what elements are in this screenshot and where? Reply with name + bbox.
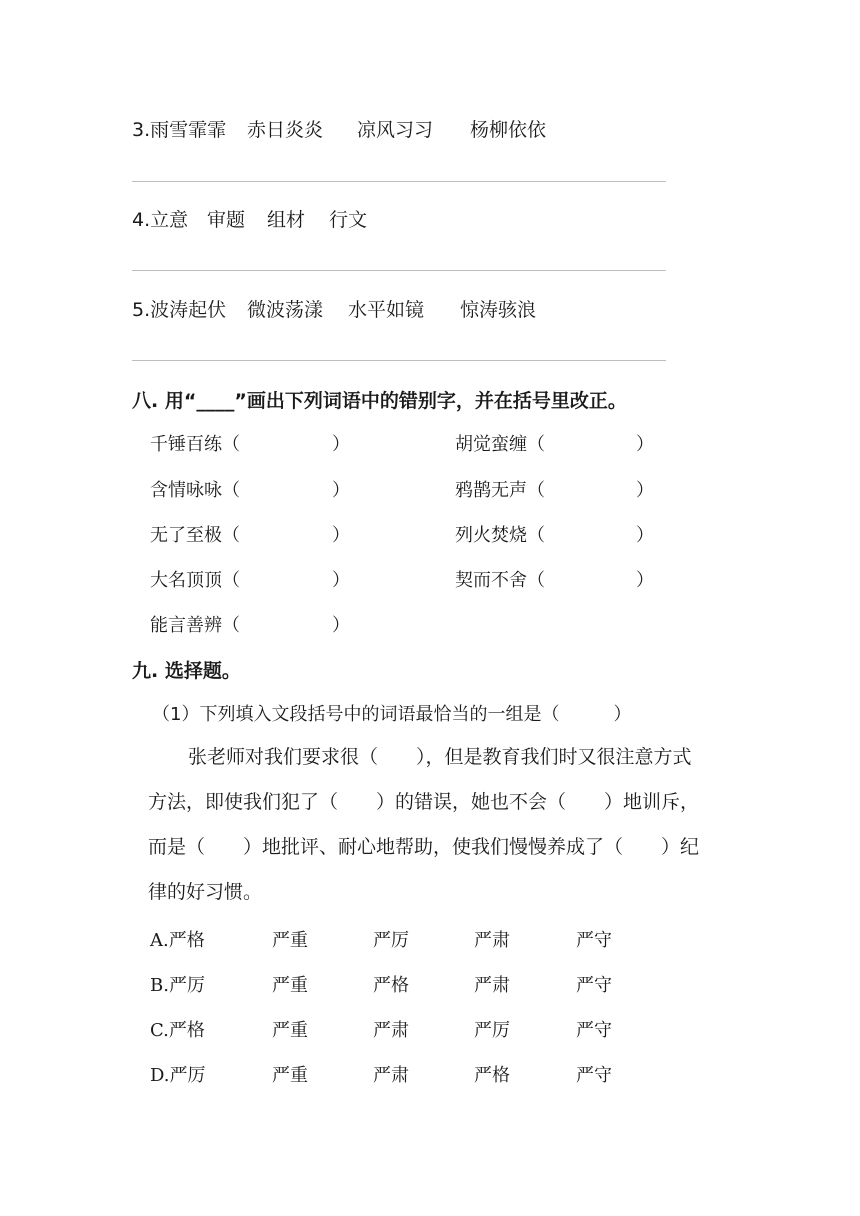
close-paren: ）: [636, 525, 654, 546]
option-word: 严肃: [474, 975, 510, 996]
passage-line: 而是（ ）地批评、耐心地帮助，使我们慢慢养成了（ ）纪: [148, 836, 700, 858]
option-word: 严肃: [373, 1020, 409, 1041]
close-paren: ）: [332, 570, 350, 591]
word: 雨雪霏霏: [150, 119, 227, 141]
word: 赤日炎炎: [247, 119, 324, 141]
word: 组材: [267, 209, 306, 231]
option-word: 严肃: [474, 930, 510, 951]
close-paren: ）: [332, 434, 350, 455]
option-word: 严厉: [474, 1020, 510, 1041]
close-paren: ）: [636, 570, 654, 591]
title-prefix: 八. 用: [132, 390, 184, 412]
correction-item: 大名顶顶（: [150, 570, 240, 591]
option-word: 严重: [272, 975, 308, 996]
option-word: 严格: [474, 1065, 510, 1086]
word: 凉风习习: [357, 119, 434, 141]
option-word: 严重: [272, 1065, 308, 1086]
option-word: 严重: [272, 930, 308, 951]
correction-item: 千锤百练（: [150, 434, 240, 455]
correction-item: 无了至极（: [150, 525, 240, 546]
group-number: 5.: [132, 299, 151, 321]
answer-line: [132, 360, 666, 361]
word: 审题: [207, 209, 246, 231]
correction-item: 能言善辨（: [150, 615, 240, 636]
option-word: 严守: [576, 1065, 612, 1086]
close-paren: ）: [636, 434, 654, 455]
option-word: 严格: [373, 975, 409, 996]
word: 惊涛骇浪: [460, 299, 537, 321]
correction-item: 胡觉蛮缠（: [455, 434, 545, 455]
question-1: （1）下列填入文段括号中的词语最恰当的一组是（ ）: [152, 704, 632, 725]
option-word: 严肃: [373, 1065, 409, 1086]
option-d-label: D.严厉: [150, 1065, 206, 1086]
title-suffix: 画出下列词语中的错别字，并在括号里改正。: [246, 390, 627, 412]
option-word: 严重: [272, 1020, 308, 1041]
word: 水平如镜: [348, 299, 425, 321]
correction-item: 列火焚烧（: [455, 525, 545, 546]
correction-item: 含情咏咏（: [150, 480, 240, 501]
title-quote: “____”: [183, 390, 247, 412]
passage-line: 律的好习惯。: [148, 881, 263, 903]
section-8-title: [132, 386, 627, 413]
option-c-label: C.严格: [150, 1020, 205, 1041]
group-number: 3.: [132, 119, 151, 141]
group-number: 4.: [132, 209, 151, 231]
word-group-5: [132, 295, 226, 322]
close-paren: ）: [332, 615, 350, 636]
answer-line: [132, 270, 666, 271]
passage-line: 张老师对我们要求很（ ），但是教育我们时又很注意方式: [188, 746, 692, 768]
option-word: 严守: [576, 930, 612, 951]
close-paren: ）: [636, 480, 654, 501]
word: 立意: [150, 209, 189, 231]
word: 波涛起伏: [150, 299, 227, 321]
option-word: 严守: [576, 1020, 612, 1041]
option-a-label: A.严格: [150, 930, 205, 951]
option-b-label: B.严厉: [150, 975, 205, 996]
section-9-title: 九. 选择题。: [132, 660, 241, 682]
word-group-4: [132, 205, 188, 232]
word-group-3: [132, 115, 226, 142]
word: 行文: [329, 209, 368, 231]
close-paren: ）: [332, 525, 350, 546]
passage-line: 方法，即使我们犯了（ ）的错误，她也不会（ ）地训斥，: [148, 791, 700, 813]
correction-item: 契而不舍（: [455, 570, 545, 591]
option-word: 严守: [576, 975, 612, 996]
word: 微波荡漾: [247, 299, 324, 321]
answer-line: [132, 181, 666, 182]
word: 杨柳依依: [470, 119, 547, 141]
option-word: 严厉: [373, 930, 409, 951]
close-paren: ）: [332, 480, 350, 501]
correction-item: 鸦鹊无声（: [455, 480, 545, 501]
